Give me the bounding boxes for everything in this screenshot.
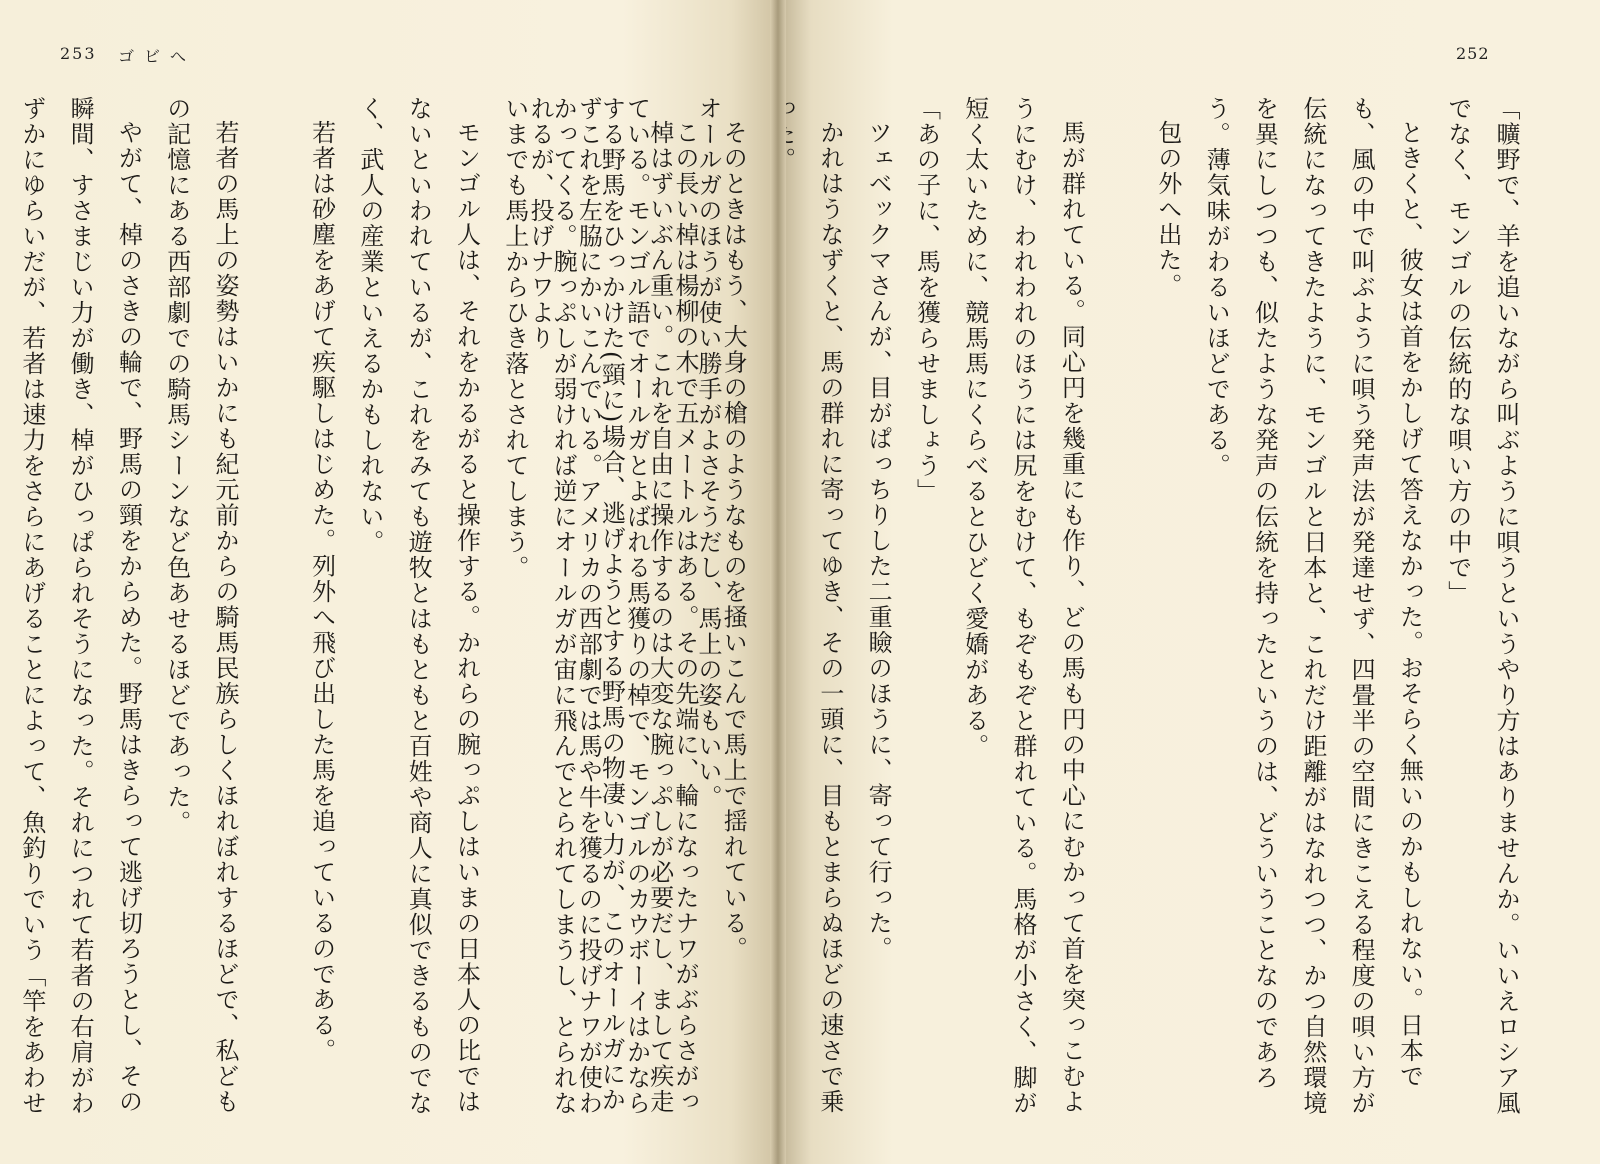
paragraph: そのときはもう、大身の槍のようなものを掻いこんで馬上で揺れている。 [719, 120, 748, 962]
paragraph: オールガのほうが使い勝手がよさそうだし、馬上の姿もいい。 [694, 96, 722, 810]
paragraph: ときくと、彼女は首をかしげて答えなかった。おそらく無いのかもしれない。日本でも、風の中で叫ぶように唄う発声法が発達せず、四畳半の空間にきこえる程度の唄い方が伝統になってきたように、モンゴルと日本と、これだけ距離がはなれつつ、かつ自然環境を異にしつつも、似たような発声の伝統を持ったというのは、どういうことなのであろう。薄気味がわるいほどである。 [1202, 96, 1424, 1116]
paragraph: 棹はずいぶん重い。これを自由に操作するのは大変な腕っぷしが必要だし、まして疾走する野馬をひっかけた(頸に)場合、逃げようとする野馬の物凄い力が、このオールガにかかってくる。腕っぷしが弱ければ逆にオールガが宙に飛んでとられてしまうし、とられないまでも馬上からひき落とされてしまう。 [500, 96, 674, 1116]
paragraph: 包の外へ出た。 [1153, 120, 1182, 299]
page-number-left: 253 [60, 44, 97, 63]
paragraph: モンゴル人は、それをかるがると操作する。かれらの腕っぷしはいまの日本人の比ではないといわれているが、これをみても遊牧とはもともと百姓や商人に真似できるものでなく、武人の産業といえるかもしれない。 [355, 96, 481, 1116]
paragraph: やがて、棹のさきの輪で、野馬の頸をからめた。野馬はきらって逃げ切ろうとし、その瞬間、すさまじい力が働き、棹がひっぱられそうになった。それにつれて若者の右肩がわずかにゆらいだが、若者は速力をさらにあげることによって、魚釣りでいう「竿をあわせ [17, 96, 143, 1116]
paragraph: 若者の馬上の姿勢はいかにも紀元前からの騎馬民族らしくほれぼれするほどで、私どもの記憶にある西部劇での騎馬シーンなど色あせるほどであった。 [162, 96, 240, 1115]
paragraph: 「あの子に、馬を獲らせましょう」 [912, 96, 941, 504]
paragraph: 若者は砂塵をあげて疾駆しはじめた。列外へ飛び出した馬を追っているのである。 [307, 120, 336, 1064]
paragraph: かれはうなずくと、馬の群れに寄ってゆき、その一頭に、目もとまらぬほどの速さで乗 [815, 120, 844, 1115]
page-number-right: 252 [1456, 44, 1490, 63]
paragraph: 馬が群れている。同心円を幾重にも作り、どの馬も円の中心にむかって首を突っこむようにむけ、われわれのほうには尻をむけて、もぞもぞと群れている。馬格が小さく、脚が短く太いために、競馬馬にくらべるとひどく愛嬌がある。 [960, 96, 1086, 1116]
running-title: ゴビへ [118, 47, 197, 66]
paragraph: ツェベックマさんが、目がぱっちりした二重瞼のほうに、寄って行った。 [864, 120, 893, 962]
paragraph: 「曠野で、羊を追いながら叫ぶように唄うというやり方はありませんか。いいえロシア風でなく、モンゴルの伝統的な唄い方の中で」 [1443, 96, 1520, 1116]
paragraph: この長い棹は楊柳の木で五メートルはある。その先端に、輪になったナワがぶらさがっている。モンゴル語でオールガとよばれる馬獲りの棹で、モンゴルのカウボーイはかならずこれを左脇にかいこんでいる。アメリカの西部劇では馬や牛を獲るのに投げナワが使われるが、投げナワより [526, 96, 699, 1116]
book-gutter [770, 0, 786, 1164]
